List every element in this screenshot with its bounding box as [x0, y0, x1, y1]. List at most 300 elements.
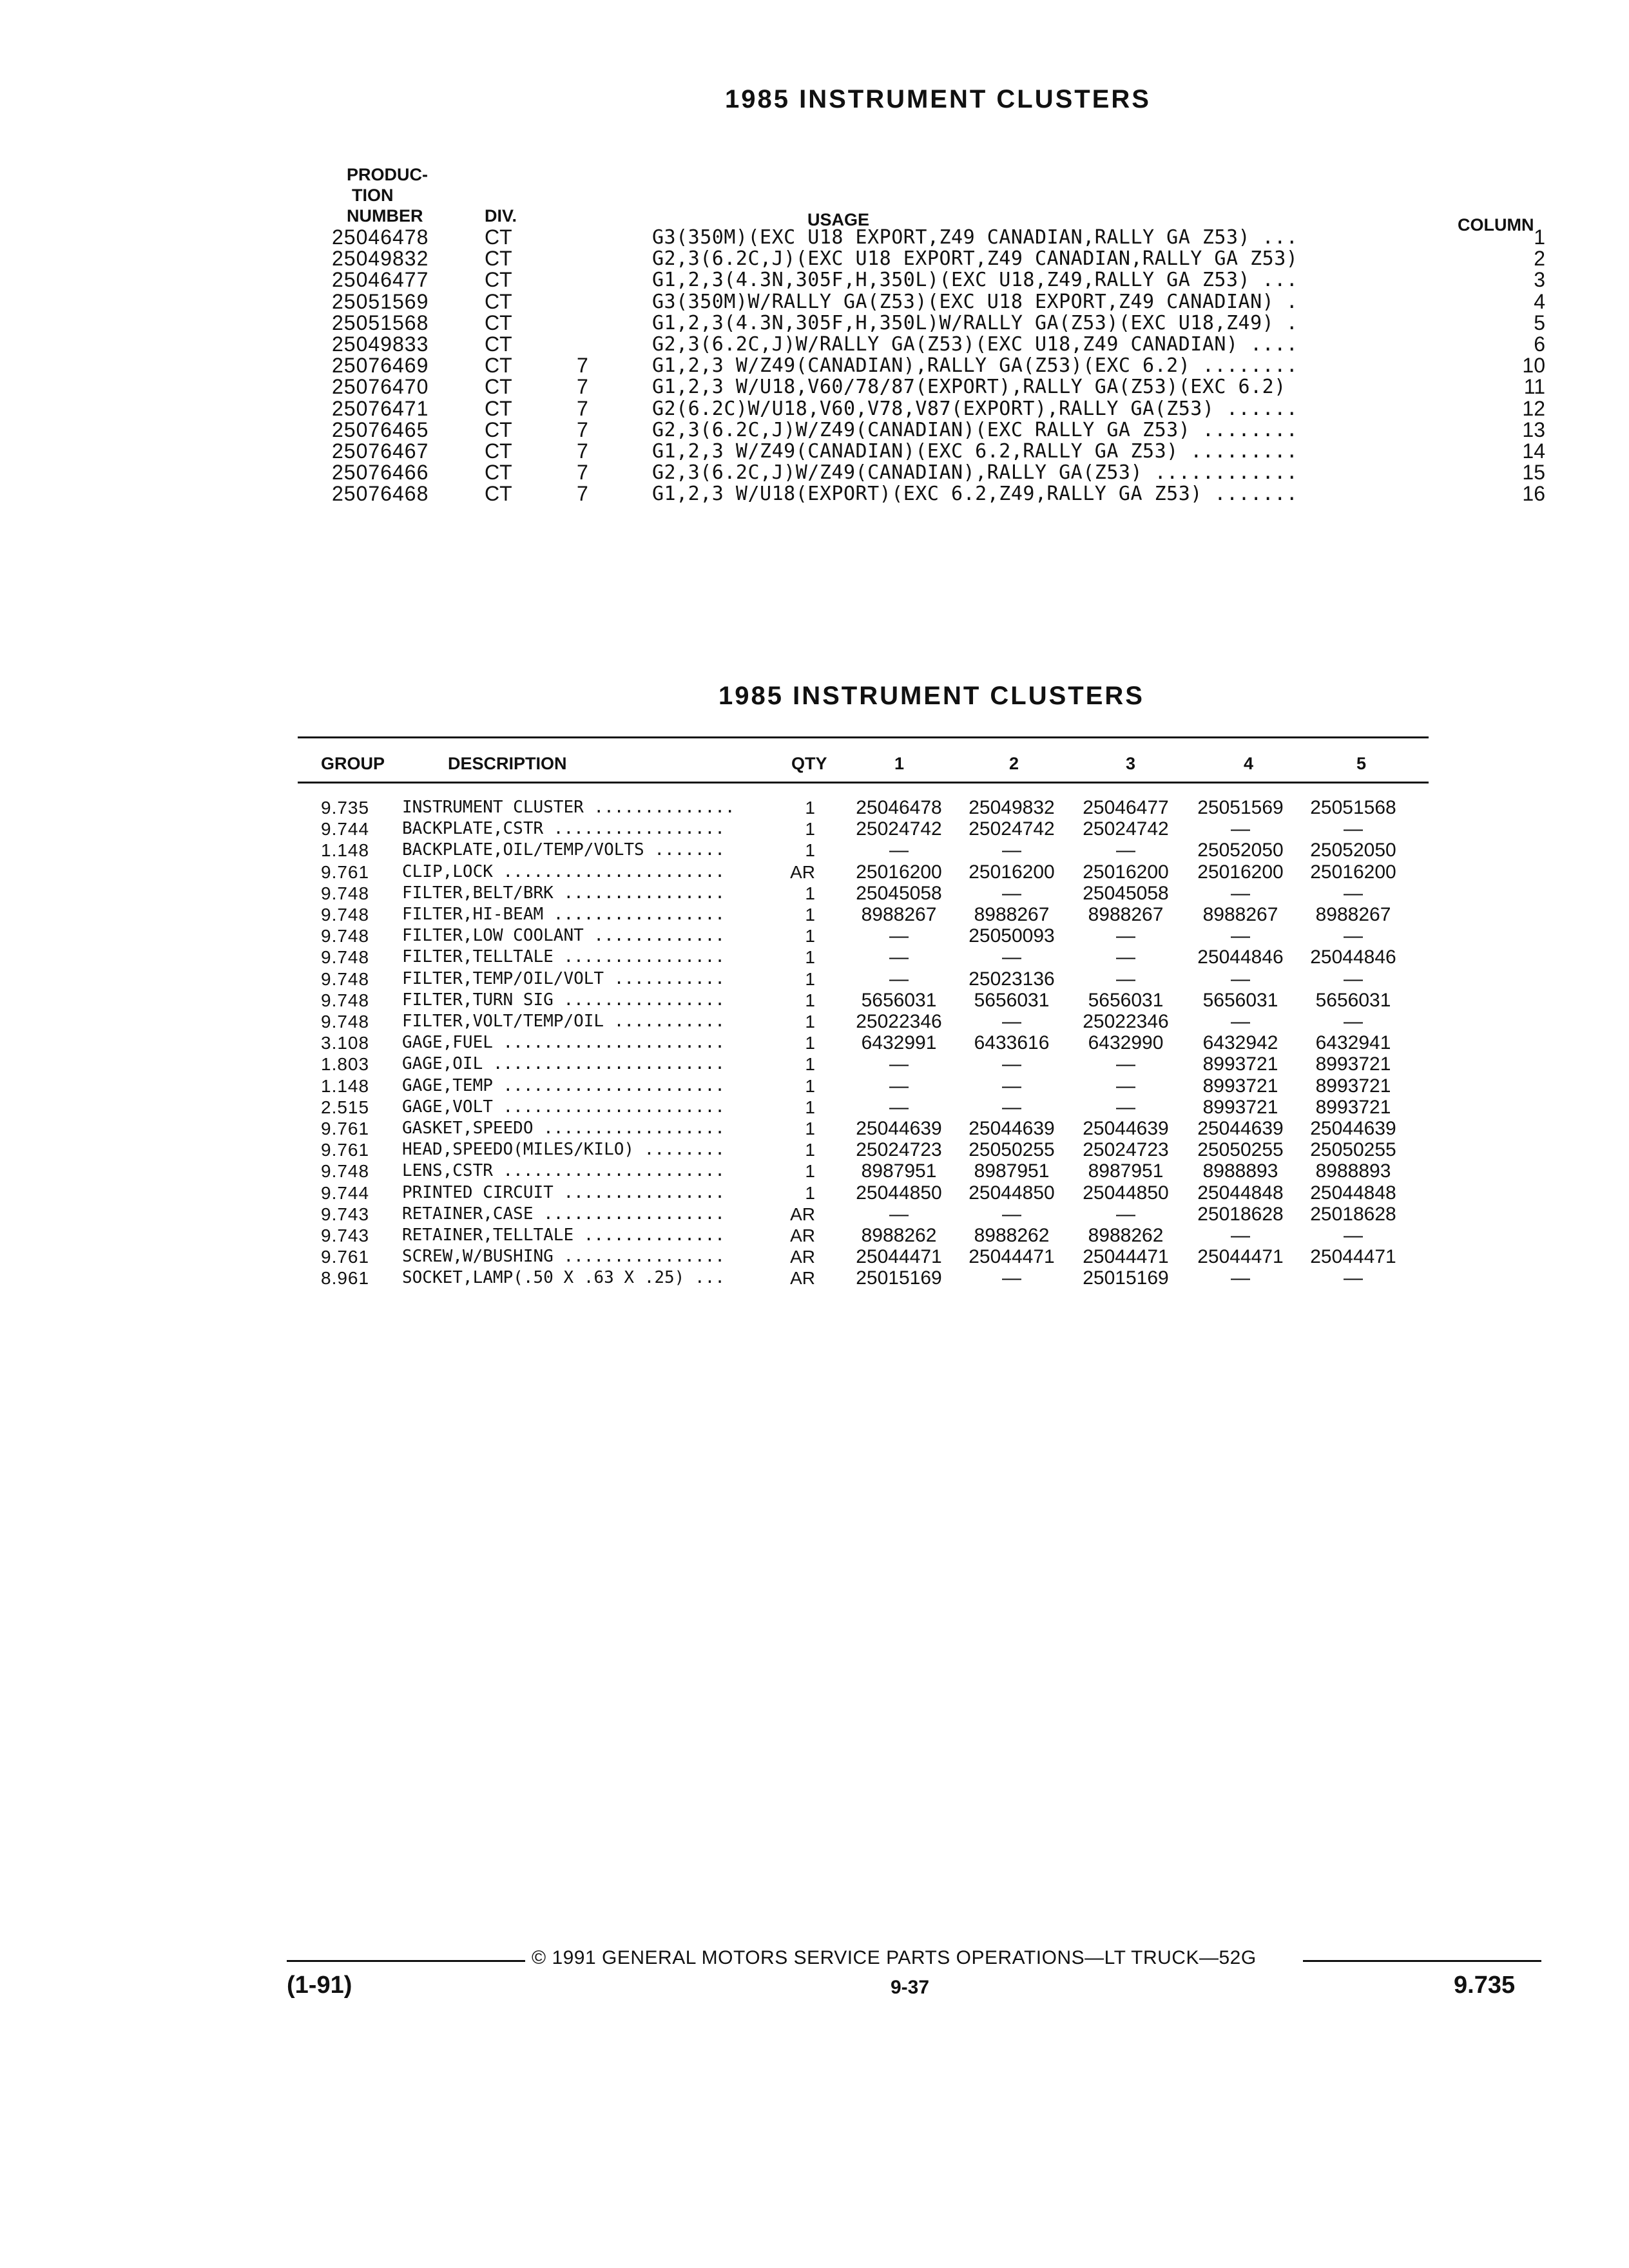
part-number-col-5: 25052050 — [1310, 840, 1396, 861]
division-code: 7 — [577, 375, 588, 399]
part-number-col-3: 25044471 — [1083, 1246, 1169, 1268]
division: CT — [485, 375, 512, 399]
description: RETAINER,CASE .................. — [402, 1204, 725, 1224]
description: RETAINER,TELLTALE .............. — [402, 1225, 725, 1245]
header-group: GROUP — [321, 754, 385, 773]
table-row — [0, 947, 1629, 968]
part-number-col-4: 25052050 — [1197, 840, 1284, 861]
part-number-col-2: 25023136 — [969, 968, 1055, 990]
quantity: 1 — [805, 926, 815, 947]
usage-text: G1,2,3 W/Z49(CANADIAN),RALLY GA(Z53)(EXC 6.2) ........ — [652, 354, 1298, 378]
part-number-col-3: 25024742 — [1083, 818, 1169, 840]
column-number: 16 — [1522, 482, 1545, 506]
usage-row — [0, 227, 1629, 248]
group-number: 9.744 — [321, 819, 370, 840]
usage-text: G2,3(6.2C,J)W/Z49(CANADIAN)(EXC RALLY GA Z53) ........ — [652, 418, 1298, 441]
production-number: 25076470 — [332, 375, 429, 399]
part-number-col-4: 25044471 — [1197, 1246, 1284, 1268]
part-number-col-1: — — [889, 947, 909, 968]
table-rule-header — [298, 782, 1429, 783]
part-number-col-3: — — [1116, 925, 1135, 947]
description: HEAD,SPEEDO(MILES/KILO) ........ — [402, 1140, 725, 1160]
column-number: 2 — [1534, 247, 1545, 271]
table-row — [0, 1139, 1629, 1160]
column-number: 5 — [1534, 311, 1545, 334]
part-number-col-5: — — [1344, 882, 1363, 904]
table-row — [0, 1075, 1629, 1097]
part-number-col-4: 25018628 — [1197, 1203, 1284, 1225]
usage-text: G1,2,3 W/U18,V60/78/87(EXPORT),RALLY GA(Z53)(EXC 6.2) — [652, 376, 1286, 399]
quantity: 1 — [805, 840, 815, 861]
part-number-col-3: 25046477 — [1083, 797, 1169, 818]
header-col-5: 5 — [1356, 754, 1367, 773]
description: CLIP,LOCK ...................... — [402, 861, 725, 881]
usage-row — [0, 269, 1629, 291]
division-code: 7 — [577, 354, 588, 378]
group-number: 3.108 — [321, 1033, 370, 1053]
division-code: 7 — [577, 439, 588, 463]
group-number: 9.743 — [321, 1204, 370, 1224]
header-div: DIV. — [485, 206, 517, 226]
group-number: 1.148 — [321, 1075, 370, 1096]
description: LENS,CSTR ...................... — [402, 1161, 725, 1181]
quantity: 1 — [805, 819, 815, 840]
part-number-col-2: 25050093 — [969, 925, 1055, 947]
table-row — [0, 1246, 1629, 1267]
part-number-col-5: 5656031 — [1315, 989, 1391, 1011]
part-number-col-5: 8988267 — [1315, 904, 1391, 925]
header-production-number — [347, 164, 476, 226]
part-number-col-4: — — [1231, 1011, 1250, 1032]
description: FILTER,TEMP/OIL/VOLT ........... — [402, 968, 725, 988]
part-number-col-3: 25015169 — [1083, 1267, 1169, 1289]
group-number: 9.748 — [321, 947, 370, 968]
group-number: 9.748 — [321, 990, 370, 1010]
usage-row — [0, 441, 1629, 462]
division: CT — [485, 482, 512, 506]
part-number-col-5: 25018628 — [1310, 1203, 1396, 1225]
part-number-col-3: 6432990 — [1088, 1032, 1164, 1054]
part-number-col-2: — — [1002, 1096, 1021, 1118]
description: FILTER,HI-BEAM ................. — [402, 905, 725, 924]
header-description: DESCRIPTION — [448, 754, 567, 773]
column-number: 10 — [1522, 354, 1545, 378]
production-number: 25076465 — [332, 418, 429, 441]
table-rule-top — [298, 736, 1429, 738]
quantity: 1 — [805, 883, 815, 903]
part-number-col-5: 8988893 — [1315, 1160, 1391, 1182]
table-row — [0, 797, 1629, 818]
division-code: 7 — [577, 396, 588, 420]
quantity: 1 — [805, 798, 815, 818]
description: FILTER,LOW COOLANT ............. — [402, 926, 725, 946]
group-number: 9.761 — [321, 1119, 370, 1139]
description: GAGE,OIL ....................... — [402, 1054, 725, 1074]
description: GAGE,TEMP ...................... — [402, 1075, 725, 1095]
part-number-col-1: 25045058 — [856, 882, 942, 904]
part-number-col-2: — — [1002, 840, 1021, 861]
group-number: 9.743 — [321, 1225, 370, 1245]
production-number: 25076467 — [332, 439, 429, 463]
section-title: 1985 INSTRUMENT CLUSTERS — [718, 682, 1144, 710]
header-production-line: TION — [352, 186, 394, 205]
description: GASKET,SPEEDO .................. — [402, 1119, 725, 1138]
part-number-col-4: — — [1231, 1267, 1250, 1289]
part-number-col-5: 25051568 — [1310, 797, 1396, 818]
description: FILTER,TELLTALE ................ — [402, 947, 725, 967]
footer-copyright: © 1991 GENERAL MOTORS SERVICE PARTS OPERATIONS—LT TRUCK—52G — [532, 1947, 1257, 1968]
quantity: 1 — [805, 1075, 815, 1096]
usage-text: G2,3(6.2C,J)(EXC U18 EXPORT,Z49 CANADIAN,RALLY GA Z53) — [652, 247, 1298, 271]
page-number: 9-37 — [891, 1977, 930, 1998]
division-code: 7 — [577, 461, 588, 485]
part-number-col-1: — — [889, 1096, 909, 1118]
division: CT — [485, 289, 512, 313]
usage-text: G1,2,3 W/U18(EXPORT)(EXC 6.2,Z49,RALLY GA Z53) ....... — [652, 483, 1298, 506]
usage-row — [0, 483, 1629, 505]
division: CT — [485, 396, 512, 420]
part-number-col-2: 6433616 — [974, 1032, 1050, 1054]
division: CT — [485, 439, 512, 463]
part-number-col-1: 8987951 — [861, 1160, 937, 1182]
division: CT — [485, 332, 512, 356]
part-number-col-3: 25022346 — [1083, 1011, 1169, 1032]
division: CT — [485, 268, 512, 292]
part-number-col-4: 8988893 — [1202, 1160, 1278, 1182]
part-number-col-2: — — [1002, 1053, 1021, 1075]
description: PRINTED CIRCUIT ................ — [402, 1182, 725, 1202]
part-number-col-3: 25044850 — [1083, 1182, 1169, 1204]
group-number: 9.748 — [321, 1161, 370, 1182]
quantity: 1 — [805, 947, 815, 968]
division: CT — [485, 461, 512, 485]
table-row — [0, 1182, 1629, 1204]
table-row — [0, 1032, 1629, 1053]
description: GAGE,VOLT ...................... — [402, 1097, 725, 1117]
part-number-col-5: 6432941 — [1315, 1032, 1391, 1054]
group-number: 9.761 — [321, 1140, 370, 1160]
part-number-col-1: — — [889, 1075, 909, 1097]
quantity: 1 — [805, 968, 815, 989]
part-number-col-1: — — [889, 968, 909, 990]
description: FILTER,BELT/BRK ................ — [402, 883, 725, 903]
table-row — [0, 1267, 1629, 1289]
part-number-col-2: — — [1002, 1203, 1021, 1225]
production-number: 25049833 — [332, 332, 429, 356]
table-row — [0, 861, 1629, 883]
column-number: 13 — [1522, 418, 1545, 441]
production-number: 25049832 — [332, 247, 429, 271]
group-number: 1.148 — [321, 840, 370, 861]
quantity: AR — [790, 1247, 815, 1267]
group-number: 9.761 — [321, 1247, 370, 1267]
part-number-col-1: 25044471 — [856, 1246, 942, 1268]
group-number: 9.748 — [321, 968, 370, 989]
header-col-1: 1 — [894, 754, 905, 773]
part-number-col-4: — — [1231, 1225, 1250, 1246]
production-number: 25076468 — [332, 482, 429, 506]
column-number: 14 — [1522, 439, 1545, 463]
part-number-col-2: — — [1002, 947, 1021, 968]
part-number-col-4: 5656031 — [1202, 989, 1278, 1011]
part-number-col-2: — — [1002, 1267, 1021, 1289]
usage-row — [0, 419, 1629, 441]
quantity: 1 — [805, 1097, 815, 1117]
group-number: 2.515 — [321, 1097, 370, 1117]
part-number-col-4: 25016200 — [1197, 861, 1284, 883]
column-number: 4 — [1534, 289, 1545, 313]
quantity: 1 — [805, 990, 815, 1010]
part-number-col-5: 8993721 — [1315, 1053, 1391, 1075]
header-qty: QTY — [791, 754, 827, 773]
part-number-col-1: — — [889, 1053, 909, 1075]
table-row — [0, 1011, 1629, 1032]
part-number-col-1: 25046478 — [856, 797, 942, 818]
usage-row — [0, 355, 1629, 376]
production-number: 25046477 — [332, 268, 429, 292]
part-number-col-3: 8988262 — [1088, 1225, 1164, 1246]
description: SCREW,W/BUSHING ................ — [402, 1247, 725, 1267]
description: SOCKET,LAMP(.50 X .63 X .25) ... — [402, 1268, 725, 1288]
part-number-col-3: 8987951 — [1088, 1160, 1164, 1182]
table-row — [0, 1118, 1629, 1139]
section-number: 9.735 — [1454, 1972, 1516, 1999]
header-col-3: 3 — [1126, 754, 1136, 773]
table-row — [0, 1097, 1629, 1118]
table-row — [0, 840, 1629, 861]
part-number-col-1: — — [889, 840, 909, 861]
production-number: 25051569 — [332, 289, 429, 313]
usage-text: G1,2,3(4.3N,305F,H,350L)W/RALLY GA(Z53)(EXC U18,Z49) . — [652, 311, 1298, 334]
part-number-col-5: — — [1344, 1267, 1363, 1289]
quantity: 1 — [805, 1182, 815, 1203]
quantity: AR — [790, 1268, 815, 1289]
usage-row — [0, 291, 1629, 312]
usage-row — [0, 398, 1629, 419]
quantity: 1 — [805, 905, 815, 925]
header-production-line: NUMBER — [347, 206, 423, 226]
part-number-col-3: — — [1116, 1096, 1135, 1118]
quantity: AR — [790, 1204, 815, 1224]
part-number-col-1: 25044639 — [856, 1118, 942, 1139]
part-number-col-1: — — [889, 1203, 909, 1225]
table-row — [0, 818, 1629, 840]
part-number-col-4: — — [1231, 925, 1250, 947]
part-number-col-3: 5656031 — [1088, 989, 1164, 1011]
division: CT — [485, 226, 512, 249]
table-row — [0, 904, 1629, 925]
header-col-4: 4 — [1244, 754, 1254, 773]
part-number-col-5: 25044471 — [1310, 1246, 1396, 1268]
description: BACKPLATE,OIL/TEMP/VOLTS ....... — [402, 840, 725, 860]
table-row — [0, 968, 1629, 990]
part-number-col-2: 8987951 — [974, 1160, 1050, 1182]
part-number-col-5: 8993721 — [1315, 1075, 1391, 1097]
usage-text: G3(350M)W/RALLY GA(Z53)(EXC U18 EXPORT,Z49 CANADIAN) . — [652, 290, 1298, 313]
part-number-col-4: 6432942 — [1202, 1032, 1278, 1054]
part-number-col-5: 25016200 — [1310, 861, 1396, 883]
table-row — [0, 1053, 1629, 1075]
part-number-col-5: — — [1344, 818, 1363, 840]
table-row — [0, 990, 1629, 1011]
table-row — [0, 1204, 1629, 1225]
column-number: 11 — [1523, 375, 1545, 399]
part-number-col-5: — — [1344, 968, 1363, 990]
part-number-col-2: 25044471 — [969, 1246, 1055, 1268]
column-number: 1 — [1534, 226, 1545, 249]
part-number-col-4: 25051569 — [1197, 797, 1284, 818]
part-number-col-4: — — [1231, 818, 1250, 840]
part-number-col-1: 25024723 — [856, 1139, 942, 1161]
part-number-col-3: 25016200 — [1083, 861, 1169, 883]
group-number: 8.961 — [321, 1268, 370, 1289]
part-number-col-1: 8988262 — [861, 1225, 937, 1246]
description: INSTRUMENT CLUSTER .............. — [402, 798, 735, 817]
division-code: 7 — [577, 418, 588, 441]
part-number-col-2: — — [1002, 1075, 1021, 1097]
division-code: 7 — [577, 482, 588, 506]
group-number: 1.803 — [321, 1054, 370, 1075]
part-number-col-1: — — [889, 925, 909, 947]
part-number-col-2: 25024742 — [969, 818, 1055, 840]
usage-row — [0, 462, 1629, 483]
page-title: 1985 INSTRUMENT CLUSTERS — [725, 85, 1151, 113]
part-number-col-3: 25024723 — [1083, 1139, 1169, 1161]
part-number-col-2: 8988262 — [974, 1225, 1050, 1246]
part-number-col-2: — — [1002, 882, 1021, 904]
group-number: 9.735 — [321, 798, 370, 818]
usage-text: G2(6.2C)W/U18,V60,V78,V87(EXPORT),RALLY GA(Z53) ...... — [652, 397, 1298, 420]
column-number: 12 — [1522, 396, 1545, 420]
table-row — [0, 1160, 1629, 1182]
footer-date-code: (1-91) — [287, 1972, 352, 1999]
part-number-col-4: 25044846 — [1197, 947, 1284, 968]
part-number-col-2: 25016200 — [969, 861, 1055, 883]
usage-text: G2,3(6.2C,J)W/RALLY GA(Z53)(EXC U18,Z49 CANADIAN) .... — [652, 333, 1298, 356]
part-number-col-1: 8988267 — [861, 904, 937, 925]
part-number-col-3: 25045058 — [1083, 882, 1169, 904]
division: CT — [485, 354, 512, 378]
quantity: 1 — [805, 1012, 815, 1032]
part-number-col-2: 25044850 — [969, 1182, 1055, 1204]
division: CT — [485, 247, 512, 271]
production-number: 25076466 — [332, 461, 429, 485]
part-number-col-2: 5656031 — [974, 989, 1050, 1011]
part-number-col-1: 25015169 — [856, 1267, 942, 1289]
description: FILTER,VOLT/TEMP/OIL ........... — [402, 1012, 725, 1031]
part-number-col-4: 25050255 — [1197, 1139, 1284, 1161]
footer-rule-right — [1303, 1960, 1541, 1962]
table-row — [0, 925, 1629, 947]
table-row — [0, 1225, 1629, 1246]
division: CT — [485, 418, 512, 441]
usage-row — [0, 334, 1629, 355]
column-number: 6 — [1534, 332, 1545, 356]
production-number: 25076469 — [332, 354, 429, 378]
description: FILTER,TURN SIG ................ — [402, 990, 725, 1010]
part-number-col-1: 25024742 — [856, 818, 942, 840]
group-number: 9.748 — [321, 883, 370, 903]
part-number-col-4: 25044848 — [1197, 1182, 1284, 1204]
part-number-col-4: — — [1231, 882, 1250, 904]
part-number-col-3: — — [1116, 1075, 1135, 1097]
description: BACKPLATE,CSTR ................. — [402, 819, 725, 839]
usage-text: G1,2,3(4.3N,305F,H,350L)(EXC U18,Z49,RALLY GA Z53) ... — [652, 269, 1298, 292]
header-col-2: 2 — [1009, 754, 1019, 773]
division: CT — [485, 311, 512, 334]
part-number-col-1: 6432991 — [861, 1032, 937, 1054]
header-production-line: PRODUC- — [347, 165, 428, 184]
part-number-col-4: 8988267 — [1202, 904, 1278, 925]
part-number-col-3: — — [1116, 968, 1135, 990]
quantity: 1 — [805, 1161, 815, 1182]
part-number-col-1: 25022346 — [856, 1011, 942, 1032]
part-number-col-4: 8993721 — [1202, 1053, 1278, 1075]
part-number-col-2: 8988267 — [974, 904, 1050, 925]
column-number: 15 — [1522, 461, 1545, 485]
part-number-col-5: 25044639 — [1310, 1118, 1396, 1139]
quantity: 1 — [805, 1054, 815, 1075]
usage-text: G2,3(6.2C,J)W/Z49(CANADIAN),RALLY GA(Z53) ............ — [652, 461, 1298, 485]
group-number: 9.761 — [321, 861, 370, 882]
usage-row — [0, 376, 1629, 398]
part-number-col-5: — — [1344, 1011, 1363, 1032]
header-column: COLUMN — [1458, 215, 1534, 235]
part-number-col-5: — — [1344, 1225, 1363, 1246]
table-row — [0, 883, 1629, 904]
part-number-col-5: — — [1344, 925, 1363, 947]
part-number-col-3: — — [1116, 1053, 1135, 1075]
part-number-col-2: 25049832 — [969, 797, 1055, 818]
part-number-col-5: 25050255 — [1310, 1139, 1396, 1161]
part-number-col-3: 8988267 — [1088, 904, 1164, 925]
part-number-col-5: 8993721 — [1315, 1096, 1391, 1118]
part-number-col-4: — — [1231, 968, 1250, 990]
part-number-col-5: 25044846 — [1310, 947, 1396, 968]
group-number: 9.748 — [321, 905, 370, 925]
part-number-col-2: 25044639 — [969, 1118, 1055, 1139]
quantity: AR — [790, 861, 815, 882]
part-number-col-2: — — [1002, 1011, 1021, 1032]
part-number-col-2: 25050255 — [969, 1139, 1055, 1161]
usage-text: G3(350M)(EXC U18 EXPORT,Z49 CANADIAN,RALLY GA Z53) ... — [652, 226, 1298, 249]
header-usage: USAGE — [807, 210, 870, 229]
production-number: 25046478 — [332, 226, 429, 249]
column-number: 3 — [1534, 268, 1545, 292]
group-number: 9.748 — [321, 926, 370, 947]
part-number-col-1: 5656031 — [861, 989, 937, 1011]
part-number-col-4: 8993721 — [1202, 1075, 1278, 1097]
part-number-col-3: — — [1116, 947, 1135, 968]
part-number-col-5: 25044848 — [1310, 1182, 1396, 1204]
quantity: AR — [790, 1225, 815, 1245]
description: GAGE,FUEL ...................... — [402, 1033, 725, 1053]
usage-row — [0, 312, 1629, 334]
group-number: 9.748 — [321, 1012, 370, 1032]
part-number-col-1: 25044850 — [856, 1182, 942, 1204]
quantity: 1 — [805, 1033, 815, 1053]
part-number-col-3: — — [1116, 1203, 1135, 1225]
part-number-col-1: 25016200 — [856, 861, 942, 883]
part-number-col-3: 25044639 — [1083, 1118, 1169, 1139]
quantity: 1 — [805, 1119, 815, 1139]
quantity: 1 — [805, 1140, 815, 1160]
usage-text: G1,2,3 W/Z49(CANADIAN)(EXC 6.2,RALLY GA Z53) ......... — [652, 440, 1298, 463]
production-number: 25051568 — [332, 311, 429, 334]
footer-rule-left — [287, 1960, 525, 1962]
part-number-col-4: 25044639 — [1197, 1118, 1284, 1139]
part-number-col-3: — — [1116, 840, 1135, 861]
